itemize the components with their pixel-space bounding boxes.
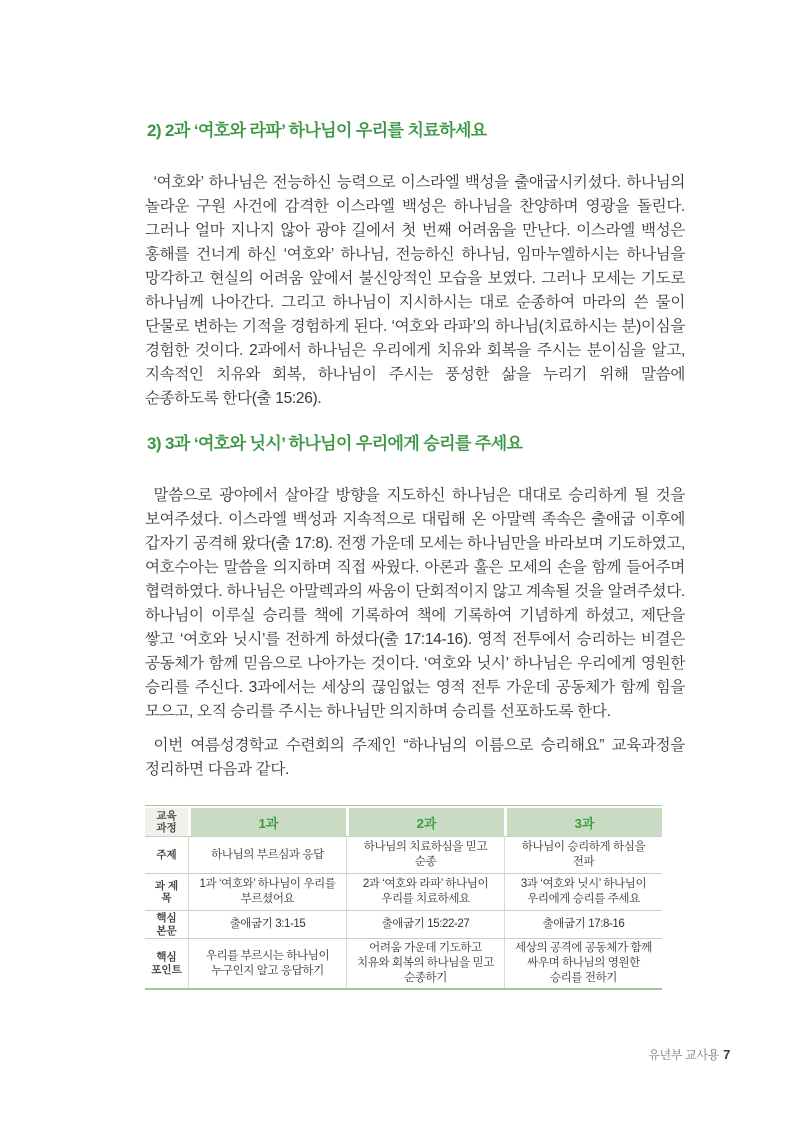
section-body-lesson3: 말씀으로 광야에서 살아갈 방향을 지도하신 하나님은 대대로 승리하게 될 것을 보여주셨다. 이스라엘 백성과 지속적으로 대립해 온 아말렉 족속은 출애굽 이후에 갑자기 공격해 왔다(출 17:8). 전쟁 가운데 모세는 하나님만을 바라보며 기도하였고, 여호수아는 말씀을 의지하며 직접 싸웠다. 아론과 훌은 모세의 손을 함께 들어주며 협력하였다. 하나님은 아말렉과의 싸움이 단회적이지 않고 계속될 것을 알려주셨다. 하나님이 이루실 승리를 책에 기록하여 책에 기록하여 기념하게 하셨고, 제단을 쌓고 ‘여호와 닛시’를 전하게 하셨다(출 17:14-16). 영적 전투에서 승리하는 비결은 공동체가 함께 믿음으로 나아가는 것이다. ‘여호와 닛시’ 하나님은 우리에게 영원한 승리를 주신다. 3과에서는 세상의 끊임없는 영적 전투 가운데 공동체가 함께 힘을 모으고, 오직 승리를 주시는 하나님만 의지하며 승리를 선포하도록 한다.	[145, 487, 685, 720]
table-corner-label: 교육 과정	[145, 808, 188, 836]
page-number: 7	[723, 1047, 730, 1062]
page-footer	[648, 1046, 730, 1063]
section-heading-lesson2: 2) 2과 ‘여호와 라파’ 하나님이 우리를 치료하세요	[147, 121, 487, 140]
footer-label: 유년부 교사용	[648, 1048, 720, 1062]
table-column-header-lesson3: 3과	[504, 808, 662, 836]
table-cell-title-lesson1: 1과 ‘여호와’ 하나님이 우리를 부르셨어요	[188, 873, 346, 910]
table-row-label-key-passage: 핵심 본문	[145, 910, 188, 938]
table-cell-theme-lesson1: 하나님의 부르심과 응답	[188, 836, 346, 873]
table-cell-point-lesson1: 우리를 부르시는 하나님이 누구인지 알고 응답하기	[188, 938, 346, 988]
table-column-header-lesson2: 2과	[346, 808, 504, 836]
curriculum-table-grid	[145, 808, 662, 988]
table-row-label-theme: 주제	[145, 836, 188, 873]
table-cell-point-lesson3: 세상의 공격에 공동체가 함께 싸우며 하나님의 영원한 승리를 전하기	[504, 938, 662, 988]
section-body-lesson2: ‘여호와’ 하나님은 전능하신 능력으로 이스라엘 백성을 출애굽시키셨다. 하나님의 놀라운 구원 사건에 감격한 이스라엘 백성은 하나님을 찬양하며 영광을 돌린다. 그러나 얼마 지나지 않아 광야 길에서 첫 번째 어려움을 만난다. 이스라엘 백성은 홍해를 건너게 하신 ‘여호와’ 하나님, 전능하신 하나님, 임마누엘하시는 하나님을 망각하고 현실의 어려움 앞에서 불신앙적인 모습을 보였다. 그러나 모세는 기도로 하나님께 나아간다. 그리고 하나님이 지시하시는 대로 순종하여 마라의 쓴 물이 단물로 변하는 기적을 경험하게 된다. ‘여호와 라파’의 하나님(치료하시는 분)이심을 경험한 것이다. 2과에서 하나님은 우리에게 치유와 회복을 주시는 분이심을 알고, 지속적인 치유와 회복, 하나님이 주시는 풍성한 삶을 누리기 위해 말씀에 순종하도록 한다(출 15:26).	[145, 174, 685, 407]
table-cell-title-lesson2: 2과 ‘여호와 라파’ 하나님이 우리를 치료하세요	[346, 873, 504, 910]
curriculum-intro-paragraph: 이번 여름성경학교 수련회의 주제인 “하나님의 이름으로 승리해요” 교육과정을 정리하면 다음과 같다.	[145, 737, 685, 778]
table-cell-theme-lesson3: 하나님이 승리하게 하심을 전파	[504, 836, 662, 873]
section-heading-lesson3: 3) 3과 ‘여호와 닛시’ 하나님이 우리에게 승리를 주세요	[147, 434, 523, 453]
table-row-label-lesson-title: 과 제목	[145, 873, 188, 910]
curriculum-table	[145, 805, 662, 990]
table-column-header-lesson1: 1과	[188, 808, 346, 836]
table-cell-passage-lesson3: 출애굽기 17:8-16	[504, 910, 662, 938]
page-content	[145, 121, 685, 990]
table-cell-passage-lesson1: 출애굽기 3:1-15	[188, 910, 346, 938]
table-cell-title-lesson3: 3과 ‘여호와 닛시’ 하나님이 우리에게 승리를 주세요	[504, 873, 662, 910]
table-cell-point-lesson2: 어려움 가운데 기도하고 치유와 회복의 하나님을 믿고 순종하기	[346, 938, 504, 988]
table-cell-theme-lesson2: 하나님의 치료하심을 믿고 순종	[346, 836, 504, 873]
table-row-label-key-point: 핵심 포인트	[145, 938, 188, 988]
table-cell-passage-lesson2: 출애굽기 15:22-27	[346, 910, 504, 938]
